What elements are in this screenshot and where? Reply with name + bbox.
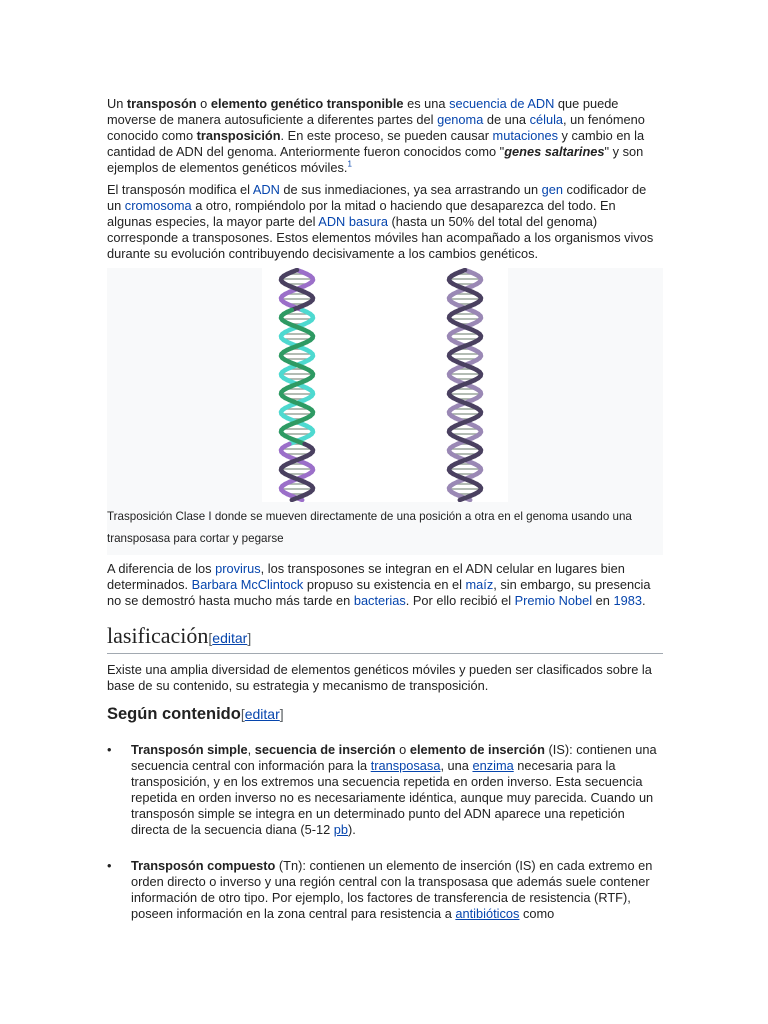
- link-enzima[interactable]: enzima: [472, 758, 514, 773]
- reference-1[interactable]: 1: [347, 159, 352, 169]
- link-provirus[interactable]: provirus: [215, 561, 261, 576]
- link-mutaciones[interactable]: mutaciones: [492, 128, 558, 143]
- dna-helix-left: [281, 270, 313, 500]
- link-premio-nobel[interactable]: Premio Nobel: [514, 593, 593, 608]
- edit-link[interactable]: editar: [244, 706, 280, 722]
- term-transposon: transposón: [126, 96, 197, 111]
- subsection-heading-segun-contenido: Según contenido[editar]: [107, 705, 284, 723]
- link-adn-basura[interactable]: ADN basura: [318, 214, 388, 229]
- list-item: • Transposón simple, secuencia de inserción o elemento de inserción (IS): contienen una secuencia central con información para la transposasa, una enzima necesaria para la transposición, y en los extremos una secuencia repetida en orden inverso. Esta secuencia repetida en orden inverso no es necesariamente idéntica, aunque muy parecida. Cuando un transposón simple se integra en un determinado punto del ADN aparece una repetición directa de la secuencia diana (5-12 pb).: [107, 742, 657, 837]
- link-bacterias[interactable]: bacterias: [353, 593, 406, 608]
- subsection-edit: [editar]: [240, 706, 284, 722]
- section-paragraph: Existe una amplia diversidad de elementos genéticos móviles y pueden ser clasificados sobre la base de su contenido, su estrategia y mecanismo de transposición.: [107, 662, 652, 693]
- term-genes-saltarines: genes saltarines: [504, 144, 605, 159]
- dna-helix-right: [449, 270, 481, 500]
- link-gen[interactable]: gen: [541, 182, 563, 197]
- list-item: • Transposón compuesto (Tn): contienen un elemento de inserción (IS) en cada extremo en orden directo o inverso y una región central con la transposasa que además suele contener información de otro tipo. Por ejemplo, los factores de transferencia de resistencia (RTF), poseen información en la zona central para resistencia a antibióticos como: [107, 858, 653, 921]
- intro-paragraph-2: El transposón modifica el ADN de sus inmediaciones, ya sea arrastrando un gen codificador de un cromosoma a otro, rompiéndolo por la mitad o haciendo que desaparezca del todo. En algunas especies, la mayor parte del ADN basura (hasta un 50% del total del genoma) corresponde a transposones. Estos elementos móviles han acompañado a los organismos vivos durante su evolución contribuyendo decisivamente a los cambios genéticos.: [107, 182, 654, 261]
- link-genoma[interactable]: genoma: [437, 112, 484, 127]
- intro-paragraph-1: Un transposón o elemento genético transponible es una secuencia de ADN que puede moverse de manera autosuficiente a diferentes partes del genoma de una célula, un fenómeno conocido como transposición. En este proceso, se pueden causar mutaciones y cambio en la cantidad de ADN del genoma. Anteriormente fueron conocidos como "genes saltarines" y son ejemplos de elementos genéticos móviles.$^1$: [107, 96, 645, 175]
- section-edit: [editar]: [208, 630, 252, 646]
- paragraph-provirus: A diferencia de los provirus, los transposones se integran en el ADN celular en lugares bien determinados. Barbara McClintock propuso su existencia en el maíz, sin embargo, su presencia no se demostró hasta mucho más tarde en bacterias. Por ello recibió el Premio Nobel en 1983.: [107, 561, 651, 608]
- link-1983[interactable]: 1983: [613, 593, 642, 608]
- term-transposicion: transposición: [196, 128, 281, 143]
- figure-caption: Trasposición Clase I donde se mueven directamente de una posición a otra en el genoma usando una transposasa para cortar y pegarse: [107, 510, 632, 545]
- bullet: •: [107, 858, 112, 873]
- bullet: •: [107, 742, 112, 757]
- link-celula[interactable]: célula: [529, 112, 564, 127]
- link-antibioticos[interactable]: antibióticos: [455, 906, 520, 921]
- dna-helix-image: [262, 268, 508, 502]
- dna-illustration: [262, 268, 508, 502]
- link-pb[interactable]: pb: [333, 822, 348, 837]
- link-barbara-mcclintock[interactable]: Barbara McClintock: [191, 577, 304, 592]
- link-maiz[interactable]: maíz: [465, 577, 494, 592]
- content-list: [107, 742, 663, 922]
- term-elemento-genetico: elemento genético transponible: [210, 96, 404, 111]
- link-cromosoma[interactable]: cromosoma: [124, 198, 192, 213]
- link-transposasa[interactable]: transposasa: [370, 758, 441, 773]
- link-secuencia-adn[interactable]: secuencia de ADN: [449, 96, 555, 111]
- section-heading-clasificacion: lasificación[editar]: [107, 623, 663, 654]
- transposition-figure: [107, 268, 663, 555]
- edit-link[interactable]: editar: [212, 630, 248, 646]
- article-body: [107, 96, 663, 942]
- link-adn[interactable]: ADN: [252, 182, 280, 197]
